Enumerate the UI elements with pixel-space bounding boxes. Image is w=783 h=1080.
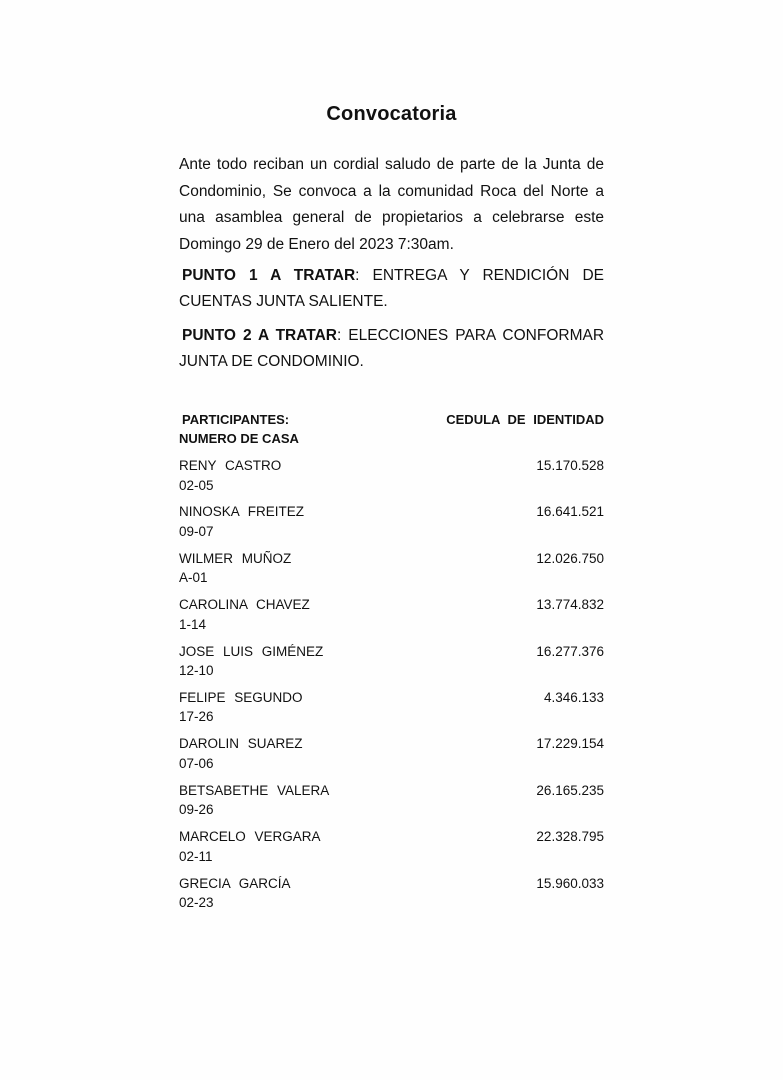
participant-name: JOSE LUIS GIMÉNEZ [179, 643, 324, 659]
participant-cedula: 4.346.133 [543, 689, 604, 705]
agenda-item-1-label: PUNTO 1 A TRATAR [182, 267, 356, 284]
participant-name: WILMER MUÑOZ [179, 550, 292, 566]
participant-name: MARCELO VERGARA [179, 829, 321, 845]
participant-house-number: 02-05 [179, 477, 214, 493]
participant-name: CAROLINA CHAVEZ [179, 597, 310, 613]
participant-house-number: 09-26 [179, 802, 214, 818]
participant-row [179, 549, 604, 595]
participant-name: RENY CASTRO [179, 458, 282, 473]
participant-row [179, 827, 604, 873]
participant-row [179, 502, 604, 548]
participant-cedula: 15.960.033 [536, 875, 604, 891]
participants-header [179, 410, 299, 448]
participant-name: GRECIA GARCÍA [179, 875, 291, 891]
participant-cedula: 15.170.528 [536, 458, 604, 473]
participant-house-number: 12-10 [179, 663, 214, 679]
participant-house-number: A-01 [179, 570, 208, 586]
participant-cedula: 16.277.376 [536, 643, 604, 659]
participant-cedula: 12.026.750 [536, 550, 604, 566]
participant-house-number: 17-26 [179, 709, 214, 725]
participant-name: BETSABETHE VALERA [179, 782, 330, 798]
participant-cedula: 22.328.795 [536, 829, 604, 845]
agenda-item-1-text: : ENTREGA Y RENDICIÓN DE CUENTAS JUNTA SALIENTE. [179, 267, 604, 310]
participant-cedula: 13.774.832 [536, 597, 604, 613]
id-header-label: CEDULA DE IDENTIDAD [446, 412, 604, 427]
participants-list [179, 456, 604, 920]
participants-header-label: PARTICIPANTES: [182, 412, 290, 427]
agenda-item-1 [179, 263, 604, 315]
participant-row [179, 688, 604, 734]
participant-cedula: 26.165.235 [536, 782, 604, 798]
participant-row [179, 456, 604, 502]
participant-house-number: 07-06 [179, 755, 214, 771]
participant-row [179, 781, 604, 827]
participant-row [179, 642, 604, 688]
participant-name: NINOSKA FREITEZ [179, 504, 305, 520]
house-number-header-label: NUMERO DE CASA [179, 431, 299, 446]
participant-name: DAROLIN SUAREZ [179, 736, 303, 752]
participant-row [179, 734, 604, 780]
participant-name: FELIPE SEGUNDO [179, 689, 303, 705]
intro-paragraph: Ante todo reciban un cordial saludo de parte de la Junta de Condominio, Se convoca a la comunidad Roca del Norte a una asamblea general de propietarios a celebrarse este Domingo 29 de Enero del 2023 7:30am. [179, 156, 604, 253]
agenda-item-2-label: PUNTO 2 A TRATAR [182, 327, 338, 344]
agenda-item-2 [179, 323, 604, 375]
participant-house-number: 1-14 [179, 616, 207, 632]
participant-cedula: 17.229.154 [536, 736, 604, 752]
participant-house-number: 09-07 [179, 523, 214, 539]
agenda-item-2-text: : ELECCIONES PARA CONFORMAR JUNTA DE CONDOMINIO. [179, 327, 605, 370]
participant-cedula: 16.641.521 [536, 504, 604, 520]
document-title: Convocatoria [326, 103, 457, 125]
participant-house-number: 02-23 [179, 895, 214, 911]
participant-house-number: 02-11 [179, 848, 213, 864]
participant-row [179, 874, 604, 920]
participant-row [179, 595, 604, 641]
